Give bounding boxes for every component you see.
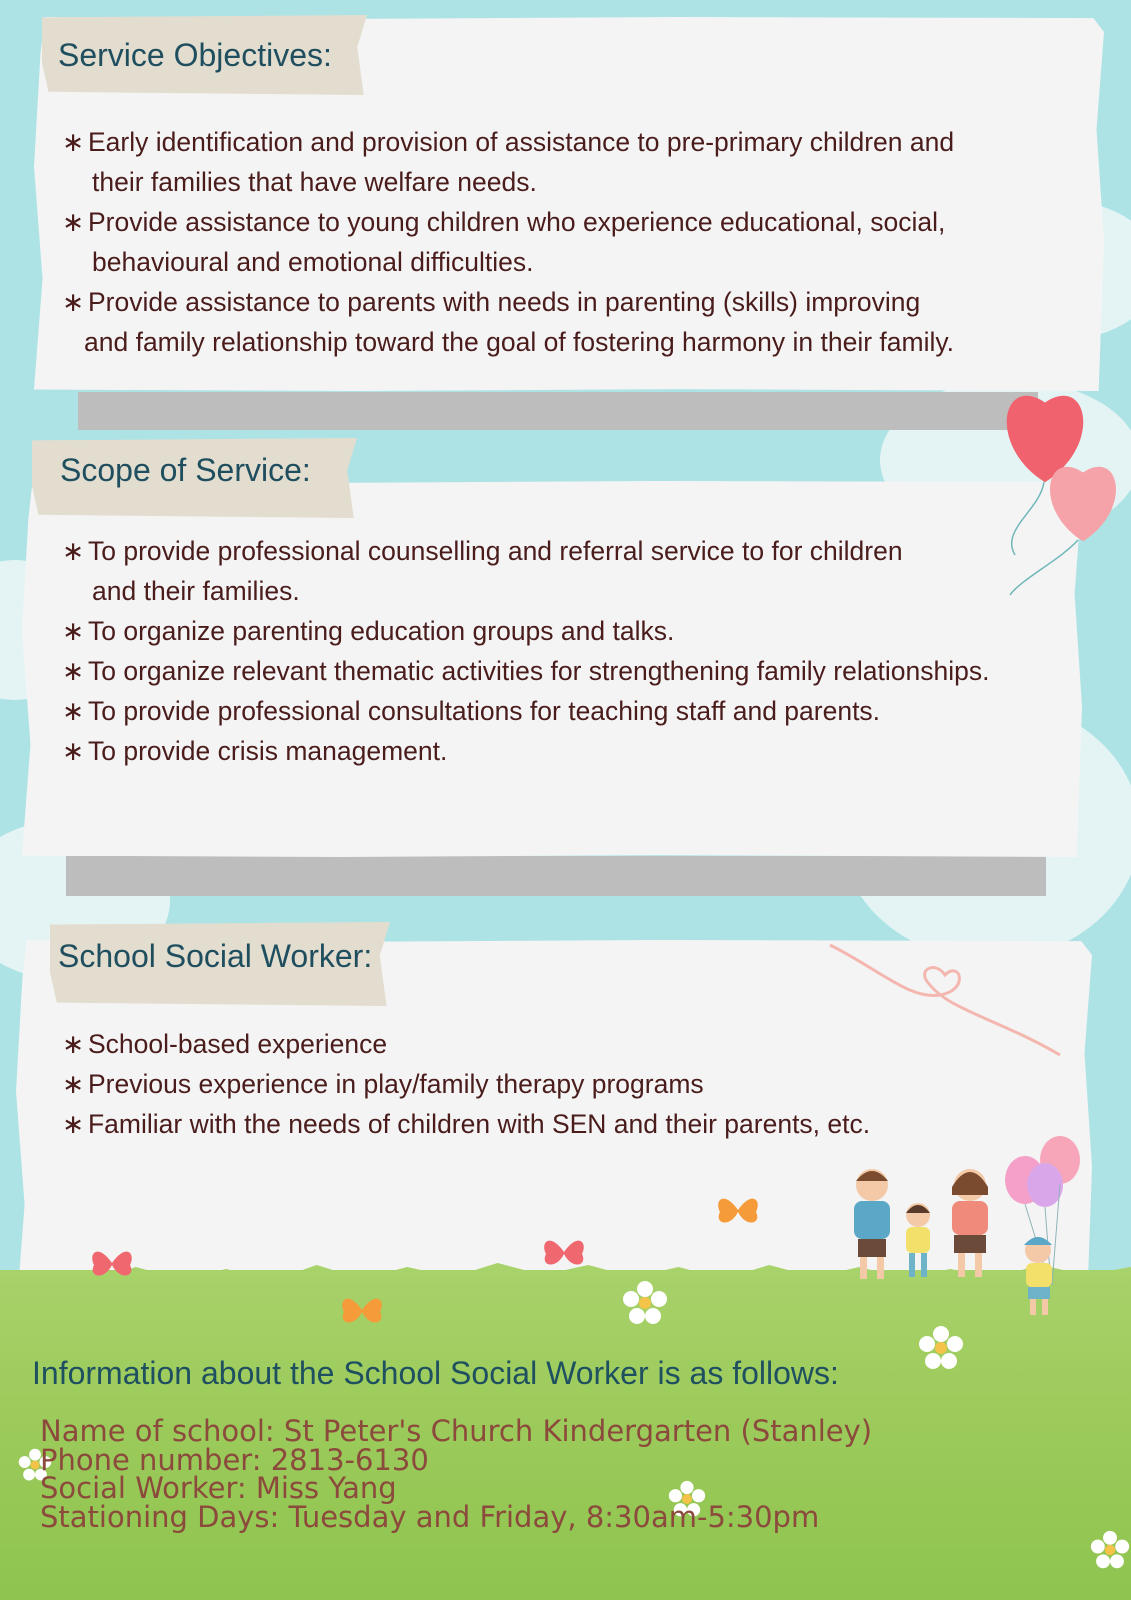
list-item: ∗ Provide assistance to young children who experience educational, social, [62,202,954,242]
bullet-star-icon: ∗ [62,696,85,726]
bullet-star-icon: ∗ [62,1029,85,1059]
list-item-continuation: and their families. [92,576,300,606]
bullet-star-icon: ∗ [62,536,85,566]
list-item: ∗ To provide professional counselling and referral service to for children [62,531,989,571]
butterfly-icon [540,1232,588,1272]
bullet-star-icon: ∗ [62,736,85,766]
objectives-list [62,122,954,362]
scope-list [62,531,989,771]
bullet-star-icon: ∗ [62,127,85,157]
scope-heading: Scope of Service: [60,452,311,488]
worker-list [62,1024,870,1144]
list-item-continuation: behavioural and emotional difficulties. [92,247,534,277]
social-worker-name: Social Worker: Miss Yang [40,1471,397,1505]
list-item: ∗ To provide crisis management. [62,731,989,771]
stationing-days: Stationing Days: Tuesday and Friday, 8:30am-5:30pm [40,1499,820,1534]
family-illustration [830,1135,1100,1335]
heart-string-icon [820,940,1070,1080]
list-item: ∗ Provide assistance to parents with needs in parenting (skills) improving [62,282,954,322]
butterfly-icon [714,1190,762,1230]
butterfly-icon [338,1290,386,1330]
objectives-heading: Service Objectives: [58,37,332,73]
worker-heading: School Social Worker: [58,938,373,974]
info-title: Information about the School Social Worker is as follows: [32,1355,839,1391]
bullet-star-icon: ∗ [62,287,85,317]
bullet-star-icon: ∗ [62,1069,85,1099]
list-item: ∗ To provide professional consultations for teaching staff and parents. [62,691,989,731]
list-item: ∗ Early identification and provision of assistance to pre-primary children and [62,122,954,162]
panel-shadow [66,856,1046,896]
bullet-star-icon: ∗ [62,207,85,237]
list-item-continuation: and family relationship toward the goal of fostering harmony in their family. [84,327,955,357]
panel-shadow [78,392,1038,430]
heart-balloon-icon [960,340,1120,620]
list-item: ∗ To organize parenting education groups and talks. [62,611,989,651]
list-item: ∗ Previous experience in play/family therapy programs [62,1064,870,1104]
list-item: ∗ Familiar with the needs of children with SEN and their parents, etc. [62,1104,870,1144]
bullet-star-icon: ∗ [62,656,85,686]
phone-number: Phone number: 2813-6130 [40,1442,429,1477]
list-item: ∗ School-based experience [62,1024,870,1064]
bullet-star-icon: ∗ [62,1109,85,1139]
info-block [40,1414,873,1534]
list-item-continuation: their families that have welfare needs. [92,167,537,197]
flower-icon [622,1280,668,1326]
bullet-star-icon: ∗ [62,616,85,646]
school-name: Name of school: St Peter's Church Kindergarten (Stanley) [40,1414,873,1448]
list-item: ∗ To organize relevant thematic activities for strengthening family relationships. [62,651,989,691]
flower-icon [1090,1530,1130,1570]
butterfly-icon [88,1243,136,1283]
